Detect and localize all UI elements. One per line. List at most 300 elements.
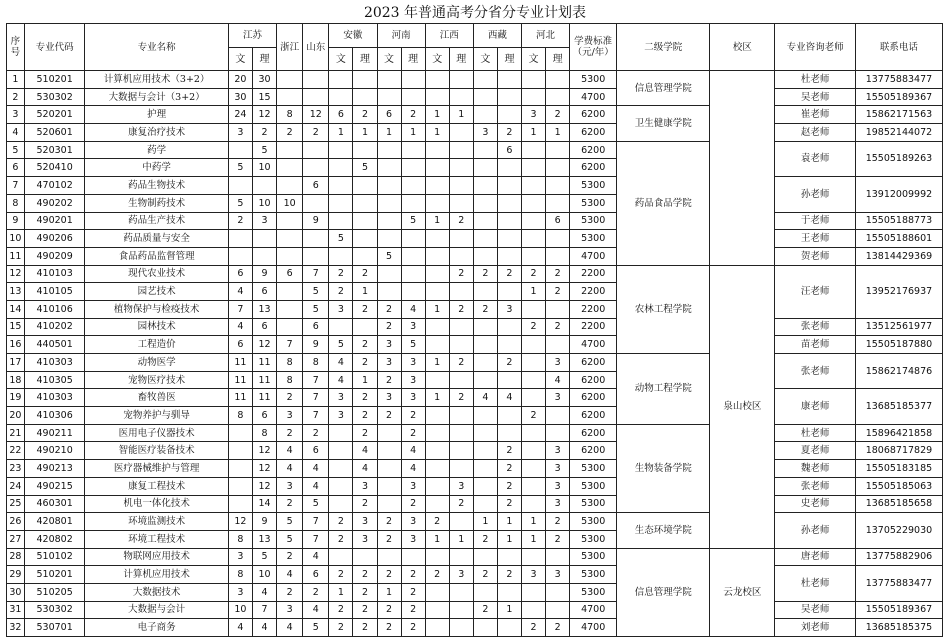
shandong-cell: 12 [303, 106, 329, 124]
campus-cell: 云龙校区 [710, 548, 775, 636]
xizang-wen-cell [473, 247, 497, 265]
anhui-wen-cell: 1 [329, 124, 353, 142]
jiangxi-wen-cell [425, 336, 449, 354]
zhejiang-cell [277, 300, 303, 318]
header-hebei-wen: 文 [521, 48, 545, 71]
hebei-li-cell: 2 [546, 619, 570, 637]
hebei-wen-cell [521, 389, 545, 407]
jiangxi-wen-cell: 1 [425, 300, 449, 318]
fee-cell: 5300 [570, 194, 617, 212]
name-cell: 大数据技术 [85, 583, 228, 601]
table-row [7, 460, 943, 478]
zhejiang-cell: 7 [277, 336, 303, 354]
hebei-li-cell: 2 [546, 530, 570, 548]
teacher-cell: 苗老师 [775, 336, 856, 354]
jiangxi-wen-cell [425, 265, 449, 283]
header-anhui: 安徽 [329, 24, 377, 48]
code-cell: 510205 [24, 583, 85, 601]
hebei-li-cell [546, 300, 570, 318]
xizang-li-cell: 2 [497, 566, 521, 584]
henan-li-cell: 1 [401, 124, 425, 142]
jiangsu-wen-cell [228, 230, 252, 248]
teacher-cell: 张老师 [775, 318, 856, 336]
xizang-li-cell: 2 [497, 477, 521, 495]
xizang-li-cell: 1 [497, 601, 521, 619]
zhejiang-cell: 2 [277, 495, 303, 513]
code-cell: 420802 [24, 530, 85, 548]
anhui-wen-cell: 2 [329, 265, 353, 283]
anhui-li-cell: 3 [353, 530, 377, 548]
anhui-li-cell: 2 [353, 566, 377, 584]
phone-cell: 15505185063 [855, 477, 942, 495]
anhui-li-cell [353, 318, 377, 336]
jiangsu-wen-cell: 12 [228, 513, 252, 531]
code-cell: 520301 [24, 141, 85, 159]
table-row [7, 601, 943, 619]
henan-li-cell: 3 [401, 477, 425, 495]
anhui-li-cell [353, 230, 377, 248]
teacher-cell: 张老师 [775, 477, 856, 495]
jiangsu-li-cell: 6 [252, 318, 276, 336]
zhejiang-cell [277, 141, 303, 159]
header-college: 二级学院 [617, 24, 710, 71]
henan-li-cell: 3 [401, 371, 425, 389]
fee-cell: 6200 [570, 442, 617, 460]
fee-cell: 4700 [570, 88, 617, 106]
seq-cell: 4 [7, 124, 25, 142]
jiangsu-wen-cell [228, 460, 252, 478]
page-title: 2023 年普通高考分省分专业计划表 [363, 5, 587, 21]
anhui-li-cell: 2 [353, 354, 377, 372]
jiangxi-wen-cell [425, 88, 449, 106]
name-cell: 大数据与会计（3+2） [85, 88, 228, 106]
jiangsu-li-cell: 3 [252, 212, 276, 230]
shandong-cell: 9 [303, 212, 329, 230]
hebei-wen-cell [521, 442, 545, 460]
fee-cell: 5300 [570, 548, 617, 566]
henan-li-cell: 5 [401, 336, 425, 354]
henan-wen-cell [377, 460, 401, 478]
shandong-cell: 6 [303, 177, 329, 195]
anhui-wen-cell [329, 424, 353, 442]
teacher-cell: 吴老师 [775, 88, 856, 106]
hebei-wen-cell: 1 [521, 124, 545, 142]
anhui-wen-cell [329, 477, 353, 495]
shandong-cell: 7 [303, 389, 329, 407]
xizang-li-cell: 1 [497, 530, 521, 548]
jiangsu-wen-cell: 8 [228, 530, 252, 548]
name-cell: 宠物医疗技术 [85, 371, 228, 389]
phone-cell: 15505189263 [855, 141, 942, 176]
seq-cell: 24 [7, 477, 25, 495]
name-cell: 药品生产技术 [85, 212, 228, 230]
anhui-wen-cell [329, 318, 353, 336]
shandong-cell: 6 [303, 442, 329, 460]
jiangsu-wen-cell [228, 424, 252, 442]
xizang-wen-cell [473, 460, 497, 478]
code-cell: 510201 [24, 71, 85, 89]
jiangsu-li-cell: 6 [252, 407, 276, 425]
jiangsu-li-cell: 10 [252, 194, 276, 212]
xizang-wen-cell [473, 442, 497, 460]
name-cell: 中药学 [85, 159, 228, 177]
fee-cell: 5300 [570, 530, 617, 548]
fee-cell: 6200 [570, 354, 617, 372]
jiangxi-li-cell: 2 [449, 300, 473, 318]
jiangxi-li-cell [449, 71, 473, 89]
anhui-wen-cell: 3 [329, 300, 353, 318]
anhui-li-cell [353, 71, 377, 89]
hebei-wen-cell [521, 354, 545, 372]
table-row [7, 389, 943, 407]
xizang-li-cell: 2 [497, 460, 521, 478]
jiangsu-wen-cell: 6 [228, 265, 252, 283]
campus-cell [710, 71, 775, 266]
hebei-li-cell [546, 71, 570, 89]
phone-cell: 13685185377 [855, 389, 942, 424]
name-cell: 工程造价 [85, 336, 228, 354]
jiangxi-wen-cell [425, 371, 449, 389]
zhejiang-cell: 2 [277, 548, 303, 566]
jiangxi-li-cell [449, 141, 473, 159]
henan-li-cell: 4 [401, 300, 425, 318]
henan-li-cell [401, 141, 425, 159]
jiangxi-wen-cell [425, 318, 449, 336]
hebei-li-cell [546, 177, 570, 195]
hebei-li-cell: 3 [546, 389, 570, 407]
jiangsu-wen-cell: 5 [228, 159, 252, 177]
teacher-cell: 张老师 [775, 354, 856, 389]
jiangxi-li-cell [449, 513, 473, 531]
anhui-wen-cell: 6 [329, 106, 353, 124]
shandong-cell [303, 88, 329, 106]
henan-li-cell: 2 [401, 619, 425, 637]
hebei-li-cell: 3 [546, 566, 570, 584]
fee-cell: 6200 [570, 141, 617, 159]
xizang-wen-cell [473, 336, 497, 354]
jiangxi-li-cell [449, 460, 473, 478]
teacher-cell: 杜老师 [775, 566, 856, 601]
jiangxi-wen-cell [425, 601, 449, 619]
shandong-cell: 6 [303, 318, 329, 336]
anhui-wen-cell [329, 159, 353, 177]
henan-li-cell: 3 [401, 530, 425, 548]
jiangxi-wen-cell [425, 159, 449, 177]
jiangsu-li-cell: 15 [252, 88, 276, 106]
henan-wen-cell [377, 212, 401, 230]
xizang-li-cell [497, 212, 521, 230]
code-cell: 490211 [24, 424, 85, 442]
hebei-wen-cell: 2 [521, 619, 545, 637]
jiangsu-wen-cell: 10 [228, 601, 252, 619]
code-cell: 510201 [24, 566, 85, 584]
seq-cell: 27 [7, 530, 25, 548]
henan-li-cell [401, 247, 425, 265]
fee-cell: 5300 [570, 460, 617, 478]
henan-li-cell: 2 [401, 601, 425, 619]
jiangsu-wen-cell: 11 [228, 371, 252, 389]
jiangxi-wen-cell [425, 71, 449, 89]
fee-cell: 5300 [570, 177, 617, 195]
code-cell: 490202 [24, 194, 85, 212]
name-cell: 食品药品监督管理 [85, 247, 228, 265]
hebei-wen-cell: 2 [521, 407, 545, 425]
jiangsu-wen-cell: 5 [228, 194, 252, 212]
anhui-li-cell: 1 [353, 124, 377, 142]
hebei-wen-cell [521, 247, 545, 265]
teacher-cell: 汪老师 [775, 265, 856, 318]
anhui-wen-cell: 2 [329, 566, 353, 584]
fee-cell: 2200 [570, 265, 617, 283]
xizang-wen-cell [473, 141, 497, 159]
zhejiang-cell: 3 [277, 601, 303, 619]
jiangsu-li-cell: 12 [252, 336, 276, 354]
teacher-cell: 唐老师 [775, 548, 856, 566]
henan-wen-cell [377, 442, 401, 460]
jiangsu-wen-cell: 3 [228, 583, 252, 601]
hebei-li-cell: 4 [546, 371, 570, 389]
hebei-wen-cell [521, 177, 545, 195]
header-hebei-li: 理 [546, 48, 570, 71]
xizang-li-cell [497, 548, 521, 566]
header-jiangxi: 江西 [425, 24, 473, 48]
college-cell: 药品食品学院 [617, 141, 710, 265]
jiangsu-li-cell: 8 [252, 424, 276, 442]
xizang-wen-cell [473, 583, 497, 601]
header-zhejiang: 浙江 [277, 24, 303, 71]
zhejiang-cell: 8 [277, 354, 303, 372]
code-cell: 490213 [24, 460, 85, 478]
hebei-wen-cell [521, 71, 545, 89]
fee-cell: 2200 [570, 283, 617, 301]
henan-wen-cell: 3 [377, 389, 401, 407]
campus-cell: 泉山校区 [710, 265, 775, 548]
header-name: 专业名称 [85, 24, 228, 71]
shandong-cell: 7 [303, 265, 329, 283]
name-cell: 环境监测技术 [85, 513, 228, 531]
henan-li-cell [401, 265, 425, 283]
teacher-cell: 杜老师 [775, 424, 856, 442]
anhui-wen-cell [329, 88, 353, 106]
code-cell: 530701 [24, 619, 85, 637]
code-cell: 470102 [24, 177, 85, 195]
henan-wen-cell [377, 495, 401, 513]
fee-cell: 5300 [570, 495, 617, 513]
hebei-wen-cell: 3 [521, 106, 545, 124]
jiangxi-li-cell [449, 336, 473, 354]
jiangxi-li-cell: 2 [449, 495, 473, 513]
zhejiang-cell: 8 [277, 106, 303, 124]
xizang-wen-cell [473, 477, 497, 495]
fee-cell: 2200 [570, 318, 617, 336]
name-cell: 物联网应用技术 [85, 548, 228, 566]
henan-wen-cell: 2 [377, 318, 401, 336]
jiangsu-wen-cell [228, 247, 252, 265]
hebei-li-cell [546, 601, 570, 619]
hebei-li-cell [546, 194, 570, 212]
hebei-li-cell: 3 [546, 477, 570, 495]
henan-wen-cell: 2 [377, 601, 401, 619]
jiangxi-wen-cell [425, 583, 449, 601]
hebei-li-cell: 3 [546, 495, 570, 513]
jiangxi-li-cell [449, 88, 473, 106]
teacher-cell: 袁老师 [775, 141, 856, 176]
xizang-li-cell [497, 336, 521, 354]
shandong-cell: 6 [303, 566, 329, 584]
zhejiang-cell: 3 [277, 407, 303, 425]
jiangsu-wen-cell: 7 [228, 300, 252, 318]
jiangxi-li-cell: 2 [449, 212, 473, 230]
seq-cell: 25 [7, 495, 25, 513]
henan-li-cell: 2 [401, 407, 425, 425]
henan-wen-cell [377, 265, 401, 283]
hebei-wen-cell: 3 [521, 566, 545, 584]
zhejiang-cell [277, 88, 303, 106]
table-row [7, 619, 943, 637]
henan-li-cell: 2 [401, 566, 425, 584]
table-row [7, 513, 943, 531]
hebei-li-cell [546, 159, 570, 177]
seq-cell: 16 [7, 336, 25, 354]
seq-cell: 19 [7, 389, 25, 407]
shandong-cell: 9 [303, 336, 329, 354]
teacher-cell: 杜老师 [775, 71, 856, 89]
jiangsu-li-cell: 6 [252, 283, 276, 301]
seq-cell: 11 [7, 247, 25, 265]
anhui-wen-cell [329, 177, 353, 195]
teacher-cell: 于老师 [775, 212, 856, 230]
henan-li-cell: 3 [401, 354, 425, 372]
henan-li-cell: 2 [401, 583, 425, 601]
seq-cell: 18 [7, 371, 25, 389]
anhui-li-cell [353, 141, 377, 159]
header-hebei: 河北 [521, 24, 569, 48]
seq-cell: 6 [7, 159, 25, 177]
seq-cell: 3 [7, 106, 25, 124]
hebei-li-cell: 2 [546, 318, 570, 336]
zhejiang-cell [277, 230, 303, 248]
fee-cell: 6200 [570, 371, 617, 389]
xizang-wen-cell: 2 [473, 265, 497, 283]
jiangsu-li-cell: 4 [252, 583, 276, 601]
seq-cell: 21 [7, 424, 25, 442]
shandong-cell [303, 141, 329, 159]
teacher-cell: 刘老师 [775, 619, 856, 637]
name-cell: 生物制药技术 [85, 194, 228, 212]
college-cell: 信息管理学院 [617, 71, 710, 106]
name-cell: 环境工程技术 [85, 530, 228, 548]
seq-cell: 2 [7, 88, 25, 106]
anhui-wen-cell [329, 141, 353, 159]
header-jiangxi-li: 理 [449, 48, 473, 71]
shandong-cell: 2 [303, 424, 329, 442]
zhejiang-cell: 5 [277, 513, 303, 531]
jiangsu-li-cell: 11 [252, 371, 276, 389]
henan-li-cell: 3 [401, 513, 425, 531]
jiangsu-li-cell: 11 [252, 389, 276, 407]
seq-cell: 32 [7, 619, 25, 637]
henan-wen-cell [377, 88, 401, 106]
jiangsu-wen-cell [228, 141, 252, 159]
zhejiang-cell: 2 [277, 583, 303, 601]
code-cell: 530302 [24, 601, 85, 619]
henan-li-cell [401, 548, 425, 566]
name-cell: 计算机应用技术 [85, 566, 228, 584]
jiangxi-wen-cell [425, 548, 449, 566]
xizang-wen-cell: 4 [473, 389, 497, 407]
jiangxi-li-cell: 3 [449, 566, 473, 584]
xizang-li-cell [497, 88, 521, 106]
shandong-cell: 7 [303, 530, 329, 548]
jiangxi-li-cell [449, 548, 473, 566]
xizang-wen-cell: 3 [473, 124, 497, 142]
code-cell: 490210 [24, 442, 85, 460]
header-henan-li: 理 [401, 48, 425, 71]
shandong-cell [303, 194, 329, 212]
hebei-li-cell: 1 [546, 124, 570, 142]
phone-cell: 19852144072 [855, 124, 942, 142]
name-cell: 园艺技术 [85, 283, 228, 301]
anhui-wen-cell [329, 194, 353, 212]
college-cell: 农林工程学院 [617, 265, 710, 353]
jiangsu-li-cell: 10 [252, 159, 276, 177]
header-jiangsu-wen: 文 [228, 48, 252, 71]
hebei-li-cell [546, 230, 570, 248]
fee-cell: 5300 [570, 71, 617, 89]
jiangsu-wen-cell [228, 477, 252, 495]
xizang-li-cell [497, 619, 521, 637]
code-cell: 530302 [24, 88, 85, 106]
jiangsu-li-cell: 9 [252, 513, 276, 531]
fee-cell: 5300 [570, 230, 617, 248]
shandong-cell: 4 [303, 460, 329, 478]
henan-wen-cell: 2 [377, 300, 401, 318]
anhui-li-cell: 3 [353, 477, 377, 495]
jiangxi-li-cell [449, 159, 473, 177]
shandong-cell [303, 247, 329, 265]
henan-li-cell: 4 [401, 460, 425, 478]
anhui-wen-cell: 2 [329, 601, 353, 619]
anhui-li-cell: 4 [353, 442, 377, 460]
hebei-li-cell: 2 [546, 283, 570, 301]
anhui-wen-cell [329, 548, 353, 566]
header-shandong: 山东 [303, 24, 329, 71]
zhejiang-cell: 2 [277, 424, 303, 442]
fee-cell: 6200 [570, 389, 617, 407]
hebei-li-cell: 3 [546, 460, 570, 478]
anhui-wen-cell [329, 212, 353, 230]
code-cell: 410106 [24, 300, 85, 318]
henan-li-cell: 4 [401, 442, 425, 460]
phone-cell: 13775883477 [855, 566, 942, 601]
table-row [7, 265, 943, 283]
xizang-wen-cell: 2 [473, 530, 497, 548]
name-cell: 植物保护与检疫技术 [85, 300, 228, 318]
jiangsu-li-cell: 5 [252, 548, 276, 566]
henan-wen-cell: 1 [377, 583, 401, 601]
jiangsu-li-cell [252, 230, 276, 248]
zhejiang-cell: 2 [277, 389, 303, 407]
jiangsu-wen-cell: 3 [228, 124, 252, 142]
jiangxi-li-cell: 3 [449, 477, 473, 495]
xizang-wen-cell [473, 318, 497, 336]
anhui-wen-cell: 2 [329, 530, 353, 548]
jiangxi-wen-cell [425, 230, 449, 248]
anhui-li-cell: 4 [353, 460, 377, 478]
seq-cell: 12 [7, 265, 25, 283]
table-row [7, 477, 943, 495]
hebei-wen-cell: 1 [521, 530, 545, 548]
